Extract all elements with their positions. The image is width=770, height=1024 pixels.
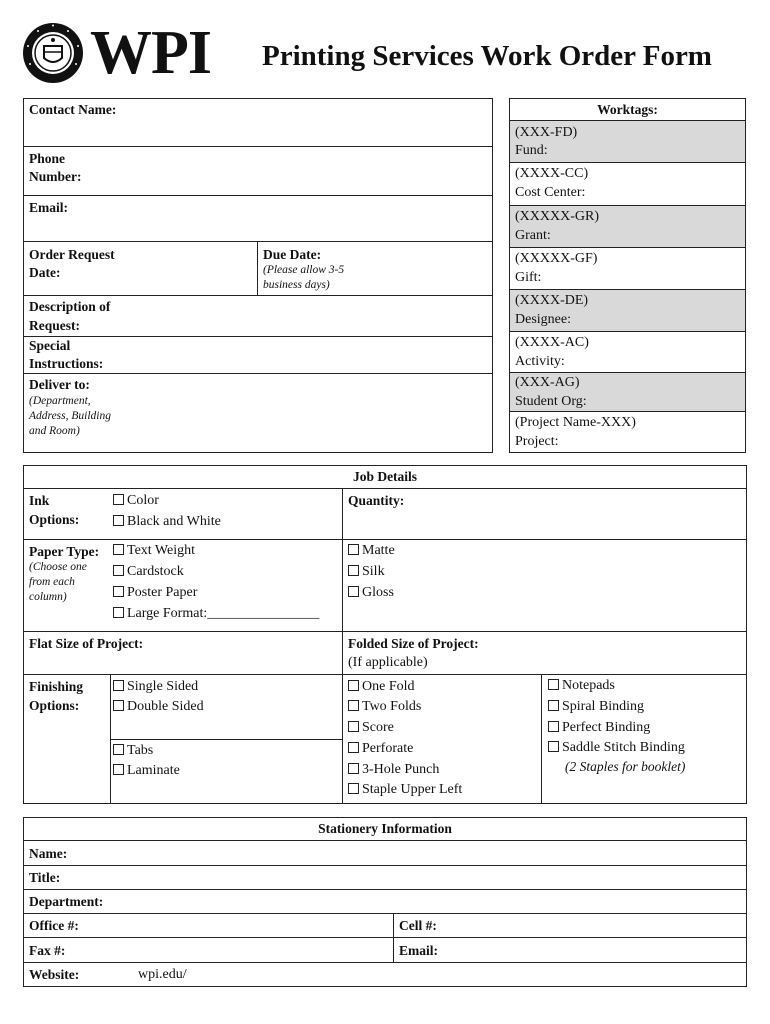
contact-section [23, 98, 493, 453]
perforate-checkbox[interactable] [348, 740, 413, 758]
option-label: Poster Paper [127, 585, 198, 600]
stationery-title-field[interactable]: Title: [29, 870, 61, 885]
deliver-note-line2: Address, Building [29, 410, 111, 422]
stationery-office-field[interactable]: Office #: [29, 918, 79, 933]
option-label: Tabs [127, 743, 154, 758]
notepads-checkbox[interactable] [548, 677, 615, 695]
stationery-email-field[interactable]: Email: [399, 943, 438, 958]
option-label: Score [362, 720, 394, 735]
phone-label-line1: Phone [29, 151, 66, 166]
stationery-name-field[interactable]: Name: [29, 846, 68, 861]
checkbox-icon [113, 607, 124, 618]
two-folds-checkbox[interactable] [348, 698, 421, 716]
special-instructions-field[interactable]: Instructions: [29, 356, 104, 371]
option-label: Single Sided [127, 679, 199, 694]
ink-bw-checkbox[interactable] [113, 513, 221, 531]
single-sided-checkbox[interactable] [113, 678, 198, 696]
checkbox-icon [348, 565, 359, 576]
checkbox-icon [348, 763, 359, 774]
checkbox-icon [348, 680, 359, 691]
description-label-line1: Description of [29, 299, 111, 314]
quantity-field[interactable]: Quantity: [348, 493, 405, 508]
option-label: Cardstock [127, 564, 184, 579]
ink-label-line2: Options: [29, 512, 80, 527]
ink-color-checkbox[interactable] [113, 492, 159, 510]
paper-large-format-checkbox[interactable] [113, 605, 319, 623]
worktag-student-org-field[interactable]: Student Org: [515, 394, 587, 409]
description-field[interactable]: Request: [29, 318, 80, 333]
worktag-designee-field[interactable]: Designee: [515, 312, 571, 327]
paper-matte-checkbox[interactable] [348, 542, 395, 560]
job-details-title: Job Details [352, 469, 418, 484]
flat-size-field[interactable]: Flat Size of Project: [29, 636, 144, 651]
worktag-activity-field[interactable]: Activity: [515, 354, 565, 369]
paper-poster-checkbox[interactable] [113, 584, 197, 602]
checkbox-icon [548, 679, 559, 690]
worktags-title: Worktags: [597, 102, 658, 117]
checkbox-icon [348, 544, 359, 555]
worktag-fund-field[interactable]: Fund: [515, 143, 548, 158]
ink-label-line1: Ink [29, 493, 50, 508]
checkbox-icon [348, 783, 359, 794]
option-label: Perforate [362, 741, 414, 756]
finishing-label-line1: Finishing [29, 679, 84, 694]
option-label: Laminate [127, 763, 180, 778]
option-label: Large Format:________________ [127, 606, 320, 621]
worktag-grant-field[interactable]: Grant: [515, 228, 551, 243]
worktag-code: (XXXX-DE) [515, 293, 589, 308]
checkbox-icon [548, 700, 559, 711]
option-label: Spiral Binding [562, 699, 645, 714]
wpi-seal [22, 22, 84, 84]
deliver-note-line3: and Room) [29, 425, 80, 437]
worktag-code: (Project Name-XXX) [515, 415, 636, 430]
paper-note-line1: (Choose one [29, 561, 87, 573]
option-label: 3-Hole Punch [362, 762, 440, 777]
wpi-logo-text: WPI [90, 19, 211, 87]
paper-gloss-checkbox[interactable] [348, 584, 394, 602]
option-label: Notepads [562, 678, 615, 693]
option-label: Two Folds [362, 699, 422, 714]
folded-size-note: (If applicable) [348, 655, 428, 670]
binding-note: (2 Staples for booklet) [565, 759, 686, 774]
phone-number-field[interactable]: Number: [29, 169, 82, 184]
checkbox-icon [548, 741, 559, 752]
deliver-note-line1: (Department, [29, 395, 91, 407]
paper-text-weight-checkbox[interactable] [113, 542, 195, 560]
due-date-field[interactable]: Due Date: [263, 247, 322, 262]
worktag-cost-center-field[interactable]: Cost Center: [515, 185, 586, 200]
checkbox-icon [348, 721, 359, 732]
worktag-project-field[interactable]: Project: [515, 434, 559, 449]
paper-note-line3: column) [29, 591, 67, 603]
checkbox-icon [113, 494, 124, 505]
stationery-website-label: Website: [29, 967, 80, 982]
worktag-code: (XXX-AG) [515, 375, 580, 390]
checkbox-icon [113, 744, 124, 755]
option-label: Saddle Stitch Binding [562, 740, 685, 755]
checkbox-icon [548, 721, 559, 732]
worktag-code: (XXXX-CC) [515, 166, 589, 181]
finishing-label-line2: Options: [29, 698, 80, 713]
paper-type-label: Paper Type: [29, 544, 100, 559]
option-label: Color [127, 493, 159, 508]
stationery-website-field[interactable]: wpi.edu/ [138, 967, 187, 982]
due-date-note-line1: (Please allow 3-5 [263, 264, 345, 276]
option-label: Matte [362, 543, 395, 558]
worktag-code: (XXXXX-GR) [515, 209, 599, 224]
one-fold-checkbox[interactable] [348, 678, 415, 696]
worktag-code: (XXX-FD) [515, 125, 578, 140]
form-title: Printing Services Work Order Form [262, 40, 712, 72]
checkbox-icon [113, 586, 124, 597]
worktag-code: (XXXX-AC) [515, 335, 589, 350]
paper-note-line2: from each [29, 576, 75, 588]
checkbox-icon [113, 764, 124, 775]
checkbox-icon [348, 700, 359, 711]
stationery-department-field[interactable]: Department: [29, 894, 104, 909]
saddle-stitch-checkbox[interactable] [548, 739, 685, 757]
special-label-line1: Special [29, 338, 71, 353]
score-checkbox[interactable] [348, 719, 394, 737]
checkbox-icon [113, 544, 124, 555]
option-label: One Fold [362, 679, 415, 694]
option-label: Staple Upper Left [362, 782, 463, 797]
order-date-label-line1: Order Request [29, 247, 115, 262]
paper-cardstock-checkbox[interactable] [113, 563, 184, 581]
option-label: Silk [362, 564, 385, 579]
due-date-note-line2: business days) [263, 279, 330, 291]
stationery-fax-field[interactable]: Fax #: [29, 943, 66, 958]
checkbox-icon [113, 680, 124, 691]
staple-upper-left-checkbox[interactable] [348, 781, 462, 799]
checkbox-icon [113, 565, 124, 576]
laminate-checkbox[interactable] [113, 762, 180, 780]
hole-punch-checkbox[interactable] [348, 761, 439, 779]
checkbox-icon [113, 700, 124, 711]
option-label: Black and White [127, 514, 221, 529]
worktag-code: (XXXXX-GF) [515, 251, 598, 266]
stationery-cell-field[interactable]: Cell #: [399, 918, 437, 933]
folded-size-field[interactable]: Folded Size of Project: [348, 636, 479, 651]
paper-silk-checkbox[interactable] [348, 563, 385, 581]
stationery-title: Stationery Information [318, 821, 452, 836]
checkbox-icon [348, 742, 359, 753]
double-sided-checkbox[interactable] [113, 698, 204, 716]
option-label: Gloss [362, 585, 394, 600]
tabs-checkbox[interactable] [113, 742, 153, 760]
email-field[interactable]: Email: [29, 200, 68, 215]
checkbox-icon [113, 515, 124, 526]
perfect-binding-checkbox[interactable] [548, 719, 650, 737]
option-label: Text Weight [127, 543, 196, 558]
spiral-binding-checkbox[interactable] [548, 698, 644, 716]
worktag-gift-field[interactable]: Gift: [515, 270, 542, 285]
option-label: Double Sided [127, 699, 204, 714]
contact-name-field[interactable]: Contact Name: [29, 102, 117, 117]
order-date-field[interactable]: Date: [29, 265, 61, 280]
checkbox-icon [348, 586, 359, 597]
option-label: Perfect Binding [562, 720, 651, 735]
deliver-to-field[interactable]: Deliver to: [29, 377, 90, 392]
